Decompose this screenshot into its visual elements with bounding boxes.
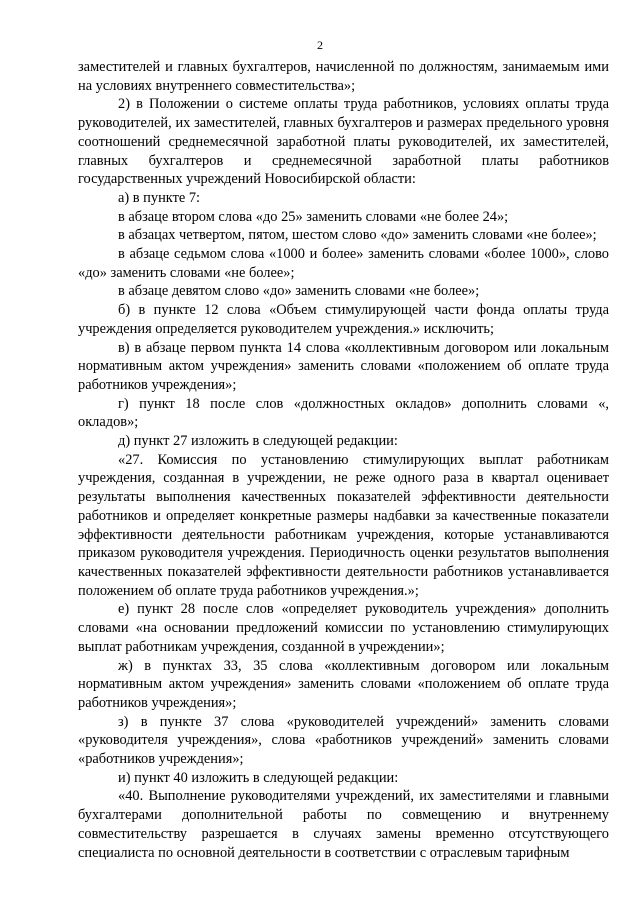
paragraph: в) в абзаце первом пункта 14 слова «коллективным договором или локальным нормативным актом учреждения» заменить словами «положением об оплате труда работников учреждения»;	[78, 339, 609, 393]
paragraph: г) пункт 18 после слов «должностных окладов» дополнить словами «, окладов»;	[78, 395, 609, 431]
paragraph: в абзаце девятом слово «до» заменить словами «не более»;	[118, 283, 480, 300]
paragraph: в абзаце втором слова «до 25» заменить словами «не более 24»;	[118, 208, 509, 225]
paragraph: ж) в пунктах 33, 35 слова «коллективным договором или локальным нормативным актом учреждения» заменить словами «положением об оплате труда работников учреждения»;	[78, 657, 609, 711]
paragraph: заместителей и главных бухгалтеров, начисленной по должностям, занимаемым ими на условиях внутреннего совместительства»;	[78, 59, 609, 94]
paragraph: а) в пункте 7:	[118, 189, 201, 206]
paragraph: з) в пункте 37 слова «руководителей учреждений» заменить словами «руководителя учреждения», слова «работников учреждений» заменить словами «работников учреждения»;	[78, 713, 609, 768]
paragraph: в абзаце седьмом слова «1000 и более» заменить словами «более 1000», слово «до» заменить словами «не более»;	[78, 246, 609, 281]
page-number: 2	[317, 38, 323, 52]
paragraph: б) в пункте 12 слова «Объем стимулирующей части фонда оплаты труда учреждения определяется руководителем учреждения.» исключить;	[78, 302, 609, 337]
paragraph: «40. Выполнение руководителями учреждений, их заместителями и главными бухгалтерами дополнительной работы по совмещению и внутреннему совместительству разрешается в случаях замены временно отсутствующего специалиста по основной деятельности в соответствии с отраслевым тарифным	[78, 788, 609, 861]
paragraph: «27. Комиссия по установлению стимулирующих выплат работникам учреждения, созданная в учреждении, не реже одного раза в квартал оценивает результаты выполнения качественных показателей эффективности деятельности работников и определяет конкретные размеры надбавки за качественные показатели эффективности деятельности работникам учреждения, которые устанавливаются приказом руководителя учреждения. Периодичность оценки результатов выполнения качественных показателей эффективности деятельности работников устанавливается положением об оплате труда работников учреждения.»;	[78, 451, 609, 599]
paragraph: 2) в Положении о системе оплаты труда работников, условиях оплаты труда руководителей, их заместителей, главных бухгалтеров и размерах предельного уровня соотношений среднемесячной заработной платы руководителей, их заместителей, главных бухгалтеров и среднемесячной заработной платы работников государственных учреждений Новосибирской области:	[78, 96, 609, 188]
document-body	[78, 58, 609, 862]
paragraph: е) пункт 28 после слов «определяет руководитель учреждения» дополнить словами «на основании предложений комиссии по установлению стимулирующих выплат работникам учреждения, созданной в учреждении»;	[78, 601, 609, 655]
paragraph: д) пункт 27 изложить в следующей редакции:	[118, 433, 398, 450]
paragraph: в абзацах четвертом, пятом, шестом слово «до» заменить словами «не более»;	[118, 227, 597, 244]
paragraph: и) пункт 40 изложить в следующей редакции:	[118, 769, 399, 786]
